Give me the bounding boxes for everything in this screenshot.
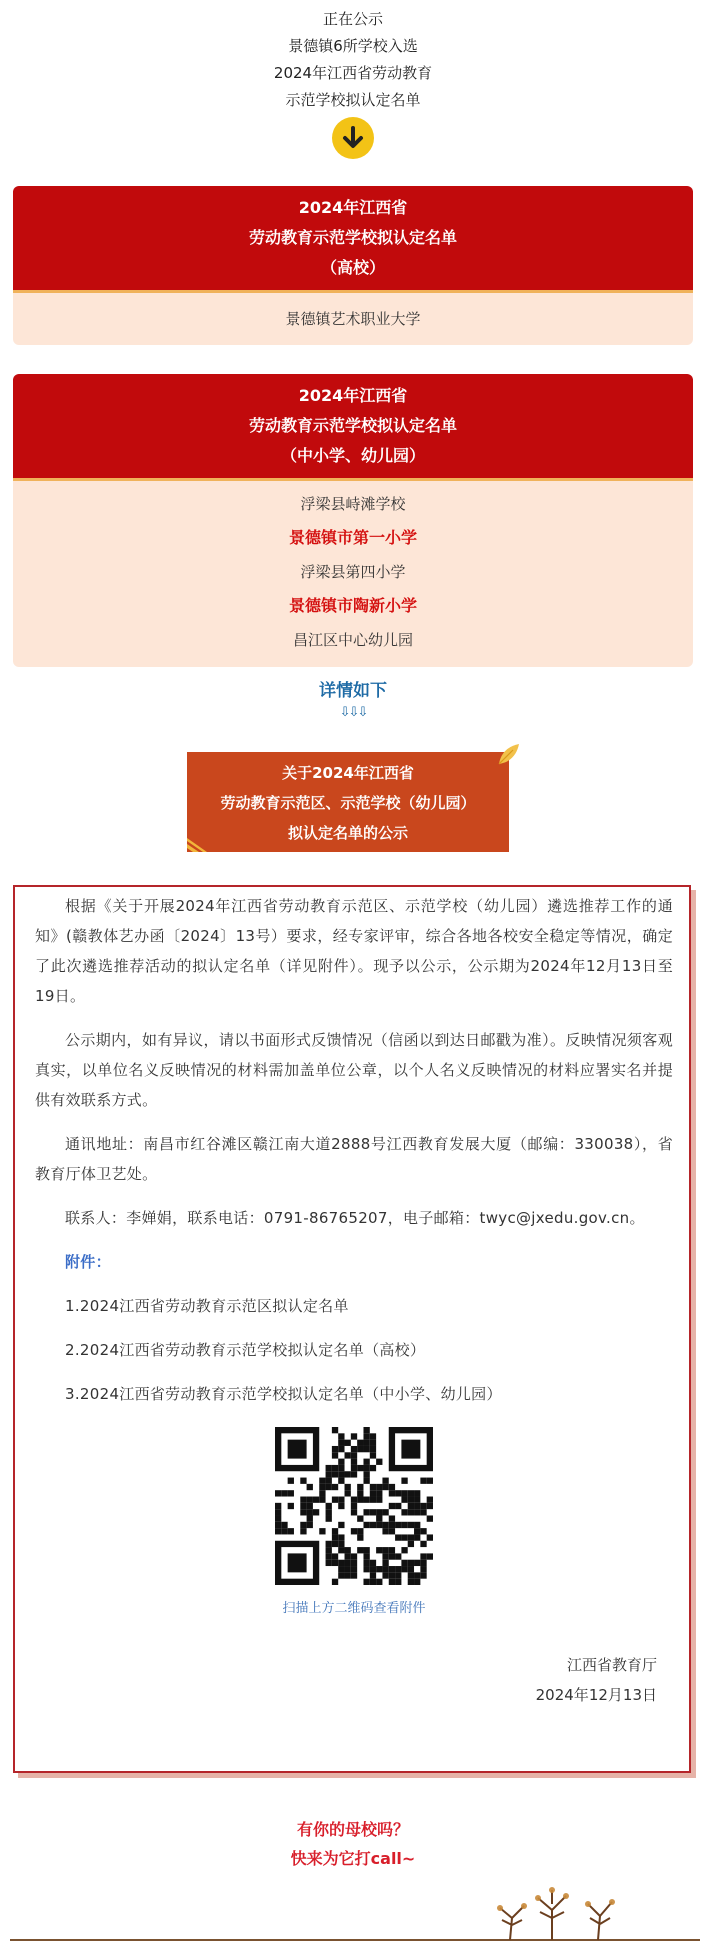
- intro-block: [0, 0, 706, 159]
- school-item-highlight: 景德镇市陶新小学: [288, 596, 417, 615]
- notice-title-line: 劳动教育示范区、示范学校（幼儿园）: [220, 794, 476, 812]
- details-title: 详情如下: [319, 681, 387, 701]
- notice-paragraph: 根据《关于开展2024年江西省劳动教育示范区、示范学校（幼儿园）遴选推荐工作的通知》(赣教体艺办函〔2024〕13号）要求，经专家评审，综合各地各校安全稳定等情况，确定了此次遴选推荐活动的拟认定名单（详见附件）。现予以公示，公示期为2024年12月13日至19日。: [35, 897, 673, 1005]
- school-item: 昌江区中心幼儿园: [292, 631, 413, 649]
- notice-paragraph: 通讯地址：南昌市红谷滩区赣江南大道2888号江西教育发展大厦（邮编：330038），省教育厅体卫艺处。: [35, 1135, 673, 1183]
- card-title-line: （高校）: [320, 258, 385, 277]
- intro-line: 景德镇6所学校入选: [288, 37, 418, 55]
- attachments-title: 附件：: [65, 1253, 111, 1271]
- card-title-line: 劳动教育示范学校拟认定名单: [248, 416, 457, 435]
- autumn-trees-illustration: [0, 1880, 706, 1944]
- notice-panel: [13, 885, 691, 1773]
- card-body: [13, 293, 693, 345]
- attachment-item: 3.2024江西省劳动教育示范学校拟认定名单（中小学、幼儿园）: [65, 1385, 502, 1403]
- arrow-down-circle-icon: [332, 117, 374, 159]
- school-item: 景德镇艺术职业大学: [285, 310, 421, 328]
- closing-block: [0, 1815, 706, 1873]
- notice-paragraph: 公示期内，如有异议，请以书面形式反馈情况（信函以到达日邮戳为准）。反映情况须客观真实，以单位名义反映情况的材料需加盖单位公章，以个人名义反映情况的材料应署实名并提供有效联系方式。: [35, 1031, 673, 1109]
- card-title-line: （中小学、幼儿园）: [280, 446, 425, 465]
- intro-line: 正在公示: [322, 10, 383, 28]
- school-item: 浮梁县第四小学: [300, 563, 406, 581]
- closing-line: 快来为它打call~: [290, 1849, 416, 1868]
- intro-line: 示范学校拟认定名单: [285, 91, 421, 109]
- school-item-highlight: 景德镇市第一小学: [288, 528, 417, 547]
- intro-line: 2024年江西省劳动教育: [273, 64, 433, 82]
- card-body: [13, 481, 693, 667]
- triple-down-arrow-icon: ⇩⇩⇩: [339, 705, 367, 720]
- card-title-line: 劳动教育示范学校拟认定名单: [248, 228, 457, 247]
- card-higher-education: [13, 186, 693, 345]
- school-item: 浮梁县峙滩学校: [300, 495, 406, 513]
- card-k12: [13, 374, 693, 667]
- notice-title-line: 拟认定名单的公示: [287, 824, 408, 842]
- leaf-icon: [495, 742, 521, 768]
- card-header: [13, 374, 693, 481]
- attachment-item: 1.2024江西省劳动教育示范区拟认定名单: [65, 1297, 349, 1315]
- notice-title-line: 关于2024年江西省: [282, 764, 414, 782]
- details-heading: [0, 678, 706, 722]
- signature-org: 江西省教育厅: [566, 1656, 657, 1674]
- corner-stripe-icon: [187, 838, 213, 852]
- card-title-line: 2024年江西省: [298, 198, 408, 217]
- notice-title-banner: [187, 752, 509, 852]
- closing-line: 有你的母校吗？: [296, 1820, 409, 1839]
- qr-caption: 扫描上方二维码查看附件: [282, 1601, 426, 1616]
- qr-code-image[interactable]: [275, 1427, 433, 1585]
- signature-date: 2024年12月13日: [535, 1686, 657, 1704]
- card-header: [13, 186, 693, 293]
- card-title-line: 2024年江西省: [298, 386, 408, 405]
- notice-paragraph: 联系人：李婵娟，联系电话：0791-86765207，电子邮箱：twyc@jxedu.gov.cn。: [65, 1209, 645, 1227]
- attachment-item: 2.2024江西省劳动教育示范学校拟认定名单（高校）: [65, 1341, 426, 1359]
